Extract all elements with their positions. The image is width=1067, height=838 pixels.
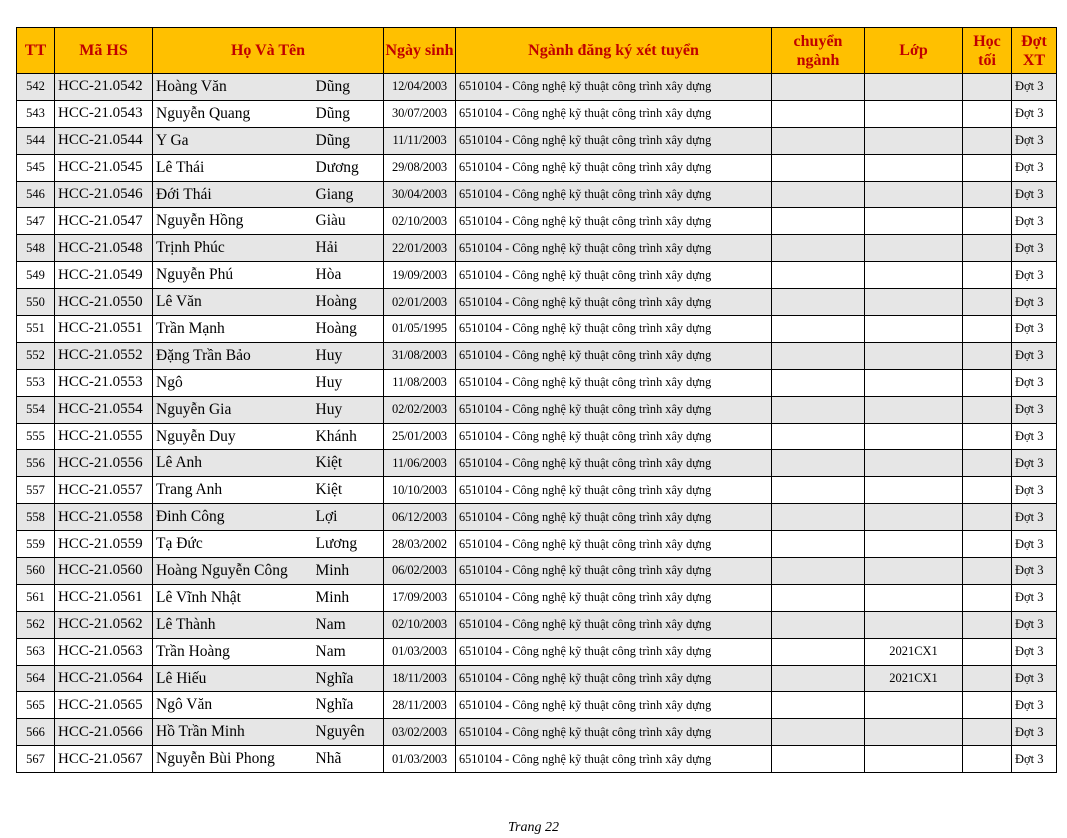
cell-tt: 557	[17, 477, 55, 504]
cell-hoc-toi	[963, 746, 1012, 773]
cell-date-of-birth: 11/06/2003	[384, 450, 456, 477]
cell-chuyen-nganh	[772, 154, 865, 181]
cell-chuyen-nganh	[772, 262, 865, 289]
cell-major: 6510104 - Công nghệ kỹ thuật công trình xây dựng	[456, 154, 772, 181]
cell-family-name: Hoàng Nguyễn Công	[153, 558, 315, 585]
cell-dot-xt: Đợt 3	[1012, 100, 1057, 127]
cell-chuyen-nganh	[772, 423, 865, 450]
cell-given-name: Nam	[315, 638, 384, 665]
cell-major: 6510104 - Công nghệ kỹ thuật công trình xây dựng	[456, 316, 772, 343]
cell-chuyen-nganh	[772, 208, 865, 235]
cell-student-code: HCC-21.0547	[55, 208, 153, 235]
cell-date-of-birth: 17/09/2003	[384, 584, 456, 611]
table-row	[17, 154, 1057, 181]
table-header-row	[17, 28, 1057, 74]
student-roster-table	[16, 27, 1057, 773]
cell-given-name: Dũng	[315, 100, 384, 127]
cell-family-name: Nguyễn Hồng	[153, 208, 315, 235]
cell-given-name: Minh	[315, 558, 384, 585]
cell-class	[865, 423, 963, 450]
cell-date-of-birth: 31/08/2003	[384, 342, 456, 369]
cell-student-code: HCC-21.0552	[55, 342, 153, 369]
cell-family-name: Lê Thành	[153, 611, 315, 638]
table-row	[17, 719, 1057, 746]
table-row	[17, 450, 1057, 477]
cell-class	[865, 127, 963, 154]
cell-tt: 559	[17, 531, 55, 558]
cell-tt: 556	[17, 450, 55, 477]
cell-hoc-toi	[963, 504, 1012, 531]
cell-dot-xt: Đợt 3	[1012, 692, 1057, 719]
cell-student-code: HCC-21.0561	[55, 584, 153, 611]
cell-hoc-toi	[963, 369, 1012, 396]
cell-date-of-birth: 01/05/1995	[384, 316, 456, 343]
cell-hoc-toi	[963, 181, 1012, 208]
cell-date-of-birth: 30/07/2003	[384, 100, 456, 127]
header-chuyen-nganh: chuyển ngành	[772, 28, 865, 74]
header-tt: TT	[17, 28, 55, 74]
cell-class	[865, 262, 963, 289]
cell-class	[865, 584, 963, 611]
cell-student-code: HCC-21.0566	[55, 719, 153, 746]
cell-class	[865, 208, 963, 235]
cell-given-name: Nguyên	[315, 719, 384, 746]
cell-date-of-birth: 25/01/2003	[384, 423, 456, 450]
cell-student-code: HCC-21.0545	[55, 154, 153, 181]
cell-chuyen-nganh	[772, 127, 865, 154]
cell-dot-xt: Đợt 3	[1012, 665, 1057, 692]
cell-major: 6510104 - Công nghệ kỹ thuật công trình xây dựng	[456, 369, 772, 396]
cell-student-code: HCC-21.0551	[55, 316, 153, 343]
cell-date-of-birth: 03/02/2003	[384, 719, 456, 746]
cell-tt: 560	[17, 558, 55, 585]
cell-date-of-birth: 29/08/2003	[384, 154, 456, 181]
cell-family-name: Trần Hoàng	[153, 638, 315, 665]
table-row	[17, 558, 1057, 585]
cell-major: 6510104 - Công nghệ kỹ thuật công trình xây dựng	[456, 262, 772, 289]
cell-major: 6510104 - Công nghệ kỹ thuật công trình xây dựng	[456, 477, 772, 504]
cell-major: 6510104 - Công nghệ kỹ thuật công trình xây dựng	[456, 127, 772, 154]
cell-hoc-toi	[963, 154, 1012, 181]
cell-tt: 544	[17, 127, 55, 154]
cell-class	[865, 450, 963, 477]
cell-date-of-birth: 30/04/2003	[384, 181, 456, 208]
cell-family-name: Đinh Công	[153, 504, 315, 531]
cell-student-code: HCC-21.0554	[55, 396, 153, 423]
cell-student-code: HCC-21.0559	[55, 531, 153, 558]
cell-chuyen-nganh	[772, 477, 865, 504]
cell-date-of-birth: 12/04/2003	[384, 74, 456, 101]
cell-student-code: HCC-21.0549	[55, 262, 153, 289]
cell-family-name: Hồ Trần Minh	[153, 719, 315, 746]
cell-given-name: Lợi	[315, 504, 384, 531]
cell-student-code: HCC-21.0557	[55, 477, 153, 504]
cell-chuyen-nganh	[772, 638, 865, 665]
cell-major: 6510104 - Công nghệ kỹ thuật công trình xây dựng	[456, 74, 772, 101]
cell-chuyen-nganh	[772, 504, 865, 531]
cell-chuyen-nganh	[772, 235, 865, 262]
cell-given-name: Minh	[315, 584, 384, 611]
cell-major: 6510104 - Công nghệ kỹ thuật công trình xây dựng	[456, 208, 772, 235]
cell-dot-xt: Đợt 3	[1012, 504, 1057, 531]
cell-hoc-toi	[963, 611, 1012, 638]
cell-major: 6510104 - Công nghệ kỹ thuật công trình xây dựng	[456, 235, 772, 262]
cell-family-name: Lê Văn	[153, 289, 315, 316]
cell-given-name: Khánh	[315, 423, 384, 450]
table-row	[17, 396, 1057, 423]
cell-class	[865, 342, 963, 369]
cell-student-code: HCC-21.0567	[55, 746, 153, 773]
cell-chuyen-nganh	[772, 531, 865, 558]
cell-date-of-birth: 06/12/2003	[384, 504, 456, 531]
cell-major: 6510104 - Công nghệ kỹ thuật công trình xây dựng	[456, 584, 772, 611]
cell-major: 6510104 - Công nghệ kỹ thuật công trình xây dựng	[456, 611, 772, 638]
cell-date-of-birth: 02/10/2003	[384, 208, 456, 235]
cell-hoc-toi	[963, 342, 1012, 369]
cell-class	[865, 558, 963, 585]
cell-chuyen-nganh	[772, 611, 865, 638]
cell-date-of-birth: 02/10/2003	[384, 611, 456, 638]
cell-student-code: HCC-21.0544	[55, 127, 153, 154]
cell-tt: 554	[17, 396, 55, 423]
cell-dot-xt: Đợt 3	[1012, 719, 1057, 746]
cell-chuyen-nganh	[772, 746, 865, 773]
cell-major: 6510104 - Công nghệ kỹ thuật công trình xây dựng	[456, 342, 772, 369]
cell-chuyen-nganh	[772, 450, 865, 477]
table-row	[17, 477, 1057, 504]
cell-family-name: Nguyễn Phú	[153, 262, 315, 289]
header-ho-va-ten: Họ Và Tên	[153, 28, 384, 74]
cell-hoc-toi	[963, 208, 1012, 235]
cell-dot-xt: Đợt 3	[1012, 74, 1057, 101]
cell-student-code: HCC-21.0562	[55, 611, 153, 638]
cell-student-code: HCC-21.0550	[55, 289, 153, 316]
cell-date-of-birth: 11/08/2003	[384, 369, 456, 396]
cell-given-name: Giàu	[315, 208, 384, 235]
cell-dot-xt: Đợt 3	[1012, 369, 1057, 396]
cell-chuyen-nganh	[772, 369, 865, 396]
header-ma-hs: Mã HS	[55, 28, 153, 74]
cell-class	[865, 531, 963, 558]
cell-given-name: Nam	[315, 611, 384, 638]
table-row	[17, 127, 1057, 154]
cell-tt: 545	[17, 154, 55, 181]
table-row	[17, 638, 1057, 665]
header-hoc-toi: Học tối	[963, 28, 1012, 74]
cell-hoc-toi	[963, 100, 1012, 127]
cell-major: 6510104 - Công nghệ kỹ thuật công trình xây dựng	[456, 423, 772, 450]
cell-class	[865, 477, 963, 504]
cell-major: 6510104 - Công nghệ kỹ thuật công trình xây dựng	[456, 692, 772, 719]
cell-family-name: Nguyễn Gia	[153, 396, 315, 423]
cell-date-of-birth: 01/03/2003	[384, 638, 456, 665]
header-ngay-sinh: Ngày sinh	[384, 28, 456, 74]
table-row	[17, 262, 1057, 289]
cell-dot-xt: Đợt 3	[1012, 477, 1057, 504]
cell-hoc-toi	[963, 638, 1012, 665]
page-number: Trang 22	[508, 820, 559, 835]
cell-given-name: Huy	[315, 369, 384, 396]
cell-tt: 555	[17, 423, 55, 450]
cell-tt: 547	[17, 208, 55, 235]
cell-class	[865, 181, 963, 208]
cell-chuyen-nganh	[772, 316, 865, 343]
cell-tt: 567	[17, 746, 55, 773]
cell-student-code: HCC-21.0543	[55, 100, 153, 127]
cell-class	[865, 235, 963, 262]
cell-date-of-birth: 02/01/2003	[384, 289, 456, 316]
cell-tt: 558	[17, 504, 55, 531]
cell-dot-xt: Đợt 3	[1012, 531, 1057, 558]
cell-family-name: Lê Vĩnh Nhật	[153, 584, 315, 611]
cell-class	[865, 369, 963, 396]
cell-class	[865, 692, 963, 719]
cell-class	[865, 719, 963, 746]
cell-class	[865, 746, 963, 773]
cell-tt: 542	[17, 74, 55, 101]
cell-student-code: HCC-21.0558	[55, 504, 153, 531]
cell-hoc-toi	[963, 235, 1012, 262]
cell-family-name: Nguyễn Duy	[153, 423, 315, 450]
cell-family-name: Hoàng Văn	[153, 74, 315, 101]
cell-family-name: Tạ Đức	[153, 531, 315, 558]
cell-family-name: Ngô	[153, 369, 315, 396]
cell-tt: 543	[17, 100, 55, 127]
cell-hoc-toi	[963, 262, 1012, 289]
cell-chuyen-nganh	[772, 665, 865, 692]
cell-student-code: HCC-21.0546	[55, 181, 153, 208]
cell-family-name: Trần Mạnh	[153, 316, 315, 343]
table-row	[17, 531, 1057, 558]
cell-chuyen-nganh	[772, 342, 865, 369]
cell-hoc-toi	[963, 450, 1012, 477]
cell-major: 6510104 - Công nghệ kỹ thuật công trình xây dựng	[456, 450, 772, 477]
cell-date-of-birth: 22/01/2003	[384, 235, 456, 262]
cell-chuyen-nganh	[772, 289, 865, 316]
table-row	[17, 74, 1057, 101]
cell-given-name: Huy	[315, 396, 384, 423]
cell-student-code: HCC-21.0560	[55, 558, 153, 585]
cell-hoc-toi	[963, 396, 1012, 423]
cell-given-name: Kiệt	[315, 477, 384, 504]
cell-dot-xt: Đợt 3	[1012, 208, 1057, 235]
cell-dot-xt: Đợt 3	[1012, 154, 1057, 181]
cell-family-name: Lê Anh	[153, 450, 315, 477]
cell-hoc-toi	[963, 584, 1012, 611]
cell-hoc-toi	[963, 558, 1012, 585]
table-row	[17, 208, 1057, 235]
cell-tt: 546	[17, 181, 55, 208]
table-row	[17, 235, 1057, 262]
cell-tt: 551	[17, 316, 55, 343]
cell-given-name: Hải	[315, 235, 384, 262]
cell-dot-xt: Đợt 3	[1012, 316, 1057, 343]
cell-hoc-toi	[963, 74, 1012, 101]
cell-student-code: HCC-21.0548	[55, 235, 153, 262]
cell-family-name: Đới Thái	[153, 181, 315, 208]
cell-tt: 561	[17, 584, 55, 611]
cell-date-of-birth: 06/02/2003	[384, 558, 456, 585]
cell-dot-xt: Đợt 3	[1012, 558, 1057, 585]
cell-class	[865, 154, 963, 181]
table-row	[17, 289, 1057, 316]
cell-given-name: Nhã	[315, 746, 384, 773]
table-row	[17, 100, 1057, 127]
cell-hoc-toi	[963, 127, 1012, 154]
table-row	[17, 584, 1057, 611]
cell-class	[865, 611, 963, 638]
cell-dot-xt: Đợt 3	[1012, 746, 1057, 773]
table-row	[17, 504, 1057, 531]
cell-major: 6510104 - Công nghệ kỹ thuật công trình xây dựng	[456, 100, 772, 127]
cell-date-of-birth: 10/10/2003	[384, 477, 456, 504]
cell-class	[865, 100, 963, 127]
cell-date-of-birth: 28/03/2002	[384, 531, 456, 558]
cell-hoc-toi	[963, 665, 1012, 692]
cell-given-name: Hòa	[315, 262, 384, 289]
header-dot-xt: Đợt XT	[1012, 28, 1057, 74]
cell-student-code: HCC-21.0564	[55, 665, 153, 692]
cell-chuyen-nganh	[772, 74, 865, 101]
cell-family-name: Lê Hiếu	[153, 665, 315, 692]
cell-major: 6510104 - Công nghệ kỹ thuật công trình xây dựng	[456, 558, 772, 585]
cell-student-code: HCC-21.0555	[55, 423, 153, 450]
cell-dot-xt: Đợt 3	[1012, 127, 1057, 154]
cell-given-name: Giang	[315, 181, 384, 208]
cell-given-name: Dương	[315, 154, 384, 181]
cell-family-name: Nguyễn Bùi Phong	[153, 746, 315, 773]
table-row	[17, 665, 1057, 692]
cell-hoc-toi	[963, 423, 1012, 450]
cell-family-name: Ngô Văn	[153, 692, 315, 719]
cell-major: 6510104 - Công nghệ kỹ thuật công trình xây dựng	[456, 719, 772, 746]
cell-dot-xt: Đợt 3	[1012, 181, 1057, 208]
table-row	[17, 746, 1057, 773]
cell-family-name: Nguyễn Quang	[153, 100, 315, 127]
cell-date-of-birth: 11/11/2003	[384, 127, 456, 154]
cell-student-code: HCC-21.0553	[55, 369, 153, 396]
cell-major: 6510104 - Công nghệ kỹ thuật công trình xây dựng	[456, 504, 772, 531]
cell-class	[865, 74, 963, 101]
cell-given-name: Hoàng	[315, 289, 384, 316]
cell-dot-xt: Đợt 3	[1012, 342, 1057, 369]
cell-tt: 552	[17, 342, 55, 369]
cell-chuyen-nganh	[772, 181, 865, 208]
cell-tt: 565	[17, 692, 55, 719]
cell-class	[865, 289, 963, 316]
cell-tt: 548	[17, 235, 55, 262]
cell-given-name: Hoàng	[315, 316, 384, 343]
cell-class	[865, 396, 963, 423]
header-nganh: Ngành đăng ký xét tuyển	[456, 28, 772, 74]
table-row	[17, 423, 1057, 450]
cell-class	[865, 504, 963, 531]
cell-major: 6510104 - Công nghệ kỹ thuật công trình xây dựng	[456, 396, 772, 423]
cell-tt: 564	[17, 665, 55, 692]
table-row	[17, 181, 1057, 208]
table-row	[17, 342, 1057, 369]
cell-family-name: Y Ga	[153, 127, 315, 154]
cell-student-code: HCC-21.0556	[55, 450, 153, 477]
cell-date-of-birth: 01/03/2003	[384, 746, 456, 773]
cell-date-of-birth: 19/09/2003	[384, 262, 456, 289]
cell-class: 2021CX1	[865, 665, 963, 692]
table-row	[17, 369, 1057, 396]
cell-student-code: HCC-21.0542	[55, 74, 153, 101]
table-row	[17, 692, 1057, 719]
cell-dot-xt: Đợt 3	[1012, 289, 1057, 316]
cell-major: 6510104 - Công nghệ kỹ thuật công trình xây dựng	[456, 665, 772, 692]
cell-family-name: Đặng Trần Bảo	[153, 342, 315, 369]
cell-chuyen-nganh	[772, 692, 865, 719]
cell-class: 2021CX1	[865, 638, 963, 665]
cell-major: 6510104 - Công nghệ kỹ thuật công trình xây dựng	[456, 638, 772, 665]
cell-given-name: Kiệt	[315, 450, 384, 477]
cell-date-of-birth: 18/11/2003	[384, 665, 456, 692]
cell-given-name: Nghĩa	[315, 665, 384, 692]
cell-hoc-toi	[963, 692, 1012, 719]
cell-dot-xt: Đợt 3	[1012, 611, 1057, 638]
cell-tt: 563	[17, 638, 55, 665]
cell-family-name: Trịnh Phúc	[153, 235, 315, 262]
cell-dot-xt: Đợt 3	[1012, 396, 1057, 423]
cell-date-of-birth: 28/11/2003	[384, 692, 456, 719]
cell-chuyen-nganh	[772, 396, 865, 423]
cell-chuyen-nganh	[772, 100, 865, 127]
cell-family-name: Trang Anh	[153, 477, 315, 504]
cell-hoc-toi	[963, 719, 1012, 746]
cell-given-name: Lương	[315, 531, 384, 558]
cell-dot-xt: Đợt 3	[1012, 450, 1057, 477]
cell-hoc-toi	[963, 531, 1012, 558]
cell-hoc-toi	[963, 289, 1012, 316]
table-row	[17, 611, 1057, 638]
cell-major: 6510104 - Công nghệ kỹ thuật công trình xây dựng	[456, 531, 772, 558]
cell-dot-xt: Đợt 3	[1012, 584, 1057, 611]
cell-chuyen-nganh	[772, 558, 865, 585]
cell-date-of-birth: 02/02/2003	[384, 396, 456, 423]
cell-major: 6510104 - Công nghệ kỹ thuật công trình xây dựng	[456, 181, 772, 208]
cell-given-name: Dũng	[315, 74, 384, 101]
cell-student-code: HCC-21.0565	[55, 692, 153, 719]
cell-given-name: Huy	[315, 342, 384, 369]
cell-chuyen-nganh	[772, 584, 865, 611]
cell-student-code: HCC-21.0563	[55, 638, 153, 665]
cell-major: 6510104 - Công nghệ kỹ thuật công trình xây dựng	[456, 289, 772, 316]
cell-tt: 549	[17, 262, 55, 289]
cell-given-name: Dũng	[315, 127, 384, 154]
cell-dot-xt: Đợt 3	[1012, 235, 1057, 262]
cell-hoc-toi	[963, 477, 1012, 504]
cell-tt: 566	[17, 719, 55, 746]
cell-tt: 553	[17, 369, 55, 396]
cell-dot-xt: Đợt 3	[1012, 638, 1057, 665]
header-lop: Lớp	[865, 28, 963, 74]
table-body	[17, 74, 1057, 773]
cell-given-name: Nghĩa	[315, 692, 384, 719]
cell-major: 6510104 - Công nghệ kỹ thuật công trình xây dựng	[456, 746, 772, 773]
cell-family-name: Lê Thái	[153, 154, 315, 181]
cell-tt: 562	[17, 611, 55, 638]
table-row	[17, 316, 1057, 343]
cell-dot-xt: Đợt 3	[1012, 423, 1057, 450]
cell-chuyen-nganh	[772, 719, 865, 746]
cell-dot-xt: Đợt 3	[1012, 262, 1057, 289]
cell-class	[865, 316, 963, 343]
cell-hoc-toi	[963, 316, 1012, 343]
cell-tt: 550	[17, 289, 55, 316]
